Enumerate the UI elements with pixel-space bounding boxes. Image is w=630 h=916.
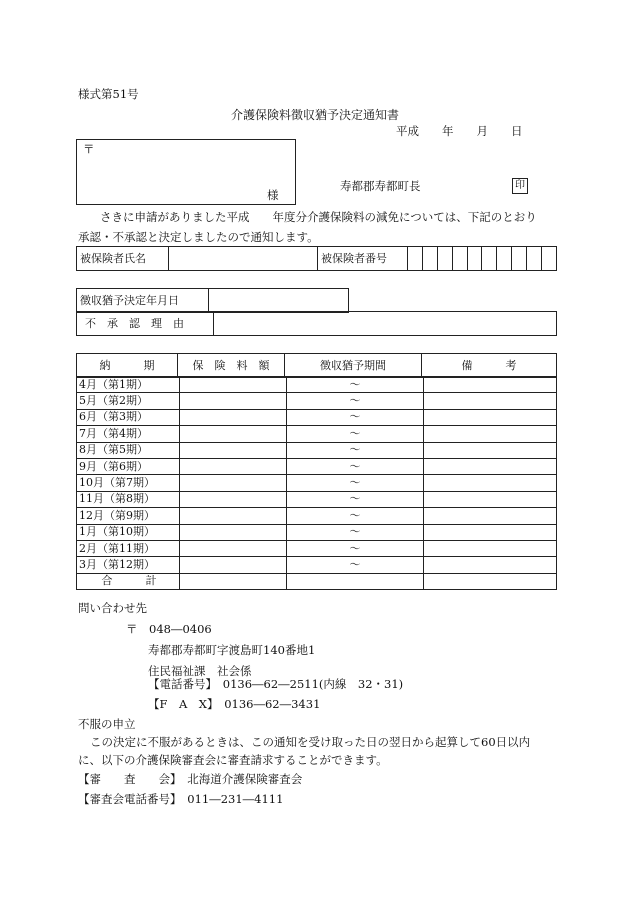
amount-cell[interactable] bbox=[180, 458, 287, 474]
contact-address: 寿都郡寿都町字渡島町140番地1 bbox=[148, 643, 316, 657]
schedule-row bbox=[77, 409, 557, 425]
insured-number-digit[interactable] bbox=[437, 247, 452, 271]
contact-heading: 問い合わせ先 bbox=[78, 601, 147, 615]
deferral-range-cell[interactable]: ～ bbox=[287, 508, 424, 524]
appeal-heading: 不服の申立 bbox=[78, 717, 136, 731]
body-line-1: さきに申請がありました平成 年度分介護保険料の減免については、下記のとおり bbox=[100, 210, 537, 224]
period-cell: 9月（第6期） bbox=[77, 458, 180, 474]
deferral-range-cell[interactable]: ～ bbox=[287, 475, 424, 491]
deferral-range-cell[interactable] bbox=[287, 573, 424, 589]
amount-cell[interactable] bbox=[180, 426, 287, 442]
amount-cell[interactable] bbox=[180, 573, 287, 589]
contact-phone: 【電話番号】 0136―62―2511(内線 32・31) bbox=[148, 677, 404, 691]
amount-cell[interactable] bbox=[180, 377, 287, 393]
period-cell: 12月（第9期） bbox=[77, 508, 180, 524]
period-cell: 8月（第5期） bbox=[77, 442, 180, 458]
seal-text: 印 bbox=[512, 178, 528, 194]
insured-number-digit[interactable] bbox=[527, 247, 542, 271]
total-label: 合 計 bbox=[77, 573, 180, 589]
schedule-row bbox=[77, 442, 557, 458]
appeal-board: 【審 査 会】 北海道介護保険審査会 bbox=[78, 772, 303, 786]
insured-number-digit[interactable] bbox=[422, 247, 437, 271]
deferral-range-cell[interactable]: ～ bbox=[287, 557, 424, 573]
remarks-cell[interactable] bbox=[424, 458, 557, 474]
header-deferral: 徴収猶予期間 bbox=[285, 354, 422, 378]
insured-table bbox=[76, 246, 557, 271]
period-cell: 7月（第4期） bbox=[77, 426, 180, 442]
seal-mark bbox=[512, 177, 528, 194]
reason-field[interactable] bbox=[214, 312, 557, 336]
insured-number-digit[interactable] bbox=[542, 247, 557, 271]
remarks-cell[interactable] bbox=[424, 393, 557, 409]
deferral-range-cell[interactable]: ～ bbox=[287, 540, 424, 556]
header-remarks: 備 考 bbox=[422, 354, 557, 378]
decision-date-table bbox=[76, 288, 349, 313]
appeal-text-2: に、以下の介護保険審査会に審査請求することができます。 bbox=[78, 753, 388, 767]
amount-cell[interactable] bbox=[180, 557, 287, 573]
insured-number-digit[interactable] bbox=[467, 247, 482, 271]
period-cell: 2月（第11期） bbox=[77, 540, 180, 556]
issuer: 寿都郡寿都町長 bbox=[340, 179, 421, 193]
deferral-range-cell[interactable]: ～ bbox=[287, 458, 424, 474]
postal-mark: 〒 bbox=[83, 142, 95, 156]
document-title: 介護保険料徴収猶予決定通知書 bbox=[231, 108, 400, 122]
remarks-cell[interactable] bbox=[424, 442, 557, 458]
contact-postal: 〒 048―0406 bbox=[126, 622, 212, 636]
insured-number-digit[interactable] bbox=[512, 247, 527, 271]
schedule-row bbox=[77, 426, 557, 442]
remarks-cell[interactable] bbox=[424, 524, 557, 540]
insured-number-label: 被保険者番号 bbox=[318, 247, 408, 271]
period-cell: 4月（第1期） bbox=[77, 377, 180, 393]
address-box[interactable] bbox=[76, 139, 296, 205]
schedule-row bbox=[77, 458, 557, 474]
schedule-row bbox=[77, 508, 557, 524]
remarks-cell[interactable] bbox=[424, 377, 557, 393]
amount-cell[interactable] bbox=[180, 409, 287, 425]
schedule-row bbox=[77, 557, 557, 573]
appeal-board-phone: 【審査会電話番号】 011―231―4111 bbox=[78, 792, 284, 806]
body-line-2: 承認・不承認と決定しましたので通知します。 bbox=[78, 230, 319, 244]
schedule-row bbox=[77, 393, 557, 409]
deferral-range-cell[interactable]: ～ bbox=[287, 409, 424, 425]
insured-number-digit[interactable] bbox=[482, 247, 497, 271]
date-line: 平成 年 月 日 bbox=[396, 124, 523, 138]
deferral-range-cell[interactable]: ～ bbox=[287, 491, 424, 507]
remarks-cell[interactable] bbox=[424, 491, 557, 507]
schedule-rows bbox=[76, 376, 557, 590]
insured-number-digit[interactable] bbox=[408, 247, 423, 271]
amount-cell[interactable] bbox=[180, 508, 287, 524]
insured-number-digit[interactable] bbox=[452, 247, 467, 271]
remarks-cell[interactable] bbox=[424, 475, 557, 491]
header-amount: 保 険 料 額 bbox=[178, 354, 285, 378]
amount-cell[interactable] bbox=[180, 393, 287, 409]
remarks-cell[interactable] bbox=[424, 573, 557, 589]
decision-date-field[interactable] bbox=[209, 289, 349, 313]
schedule-row bbox=[77, 475, 557, 491]
amount-cell[interactable] bbox=[180, 524, 287, 540]
reason-label: 不 承 認 理 由 bbox=[77, 312, 214, 336]
remarks-cell[interactable] bbox=[424, 557, 557, 573]
decision-date-label: 徴収猶予決定年月日 bbox=[77, 289, 209, 313]
deferral-range-cell[interactable]: ～ bbox=[287, 377, 424, 393]
schedule-row bbox=[77, 377, 557, 393]
period-cell: 5月（第2期） bbox=[77, 393, 180, 409]
appeal-text-1: この決定に不服があるときは、この通知を受け取った日の翌日から起算して60日以内 bbox=[90, 735, 531, 749]
reason-table bbox=[76, 311, 557, 336]
period-cell: 6月（第3期） bbox=[77, 409, 180, 425]
amount-cell[interactable] bbox=[180, 491, 287, 507]
header-period: 納 期 bbox=[77, 354, 178, 378]
insured-name-field[interactable] bbox=[169, 247, 318, 271]
schedule-row bbox=[77, 540, 557, 556]
remarks-cell[interactable] bbox=[424, 508, 557, 524]
insured-number-digit[interactable] bbox=[497, 247, 512, 271]
schedule-total-row bbox=[77, 573, 557, 589]
period-cell: 3月（第12期） bbox=[77, 557, 180, 573]
amount-cell[interactable] bbox=[180, 475, 287, 491]
remarks-cell[interactable] bbox=[424, 426, 557, 442]
schedule-row bbox=[77, 491, 557, 507]
insured-name-label: 被保険者氏名 bbox=[77, 247, 169, 271]
deferral-range-cell[interactable]: ～ bbox=[287, 426, 424, 442]
deferral-range-cell[interactable]: ～ bbox=[287, 393, 424, 409]
amount-cell[interactable] bbox=[180, 540, 287, 556]
honorific: 様 bbox=[267, 188, 279, 202]
contact-fax: 【F A X】 0136―62―3431 bbox=[148, 697, 321, 711]
period-cell: 1月（第10期） bbox=[77, 524, 180, 540]
amount-cell[interactable] bbox=[180, 442, 287, 458]
deferral-range-cell[interactable]: ～ bbox=[287, 442, 424, 458]
remarks-cell[interactable] bbox=[424, 409, 557, 425]
deferral-range-cell[interactable]: ～ bbox=[287, 524, 424, 540]
schedule-row bbox=[77, 524, 557, 540]
schedule-table bbox=[76, 353, 557, 378]
contact-department: 住民福祉課 社会係 bbox=[148, 664, 252, 678]
remarks-cell[interactable] bbox=[424, 540, 557, 556]
period-cell: 11月（第8期） bbox=[77, 491, 180, 507]
period-cell: 10月（第7期） bbox=[77, 475, 180, 491]
form-number: 様式第51号 bbox=[78, 87, 139, 101]
